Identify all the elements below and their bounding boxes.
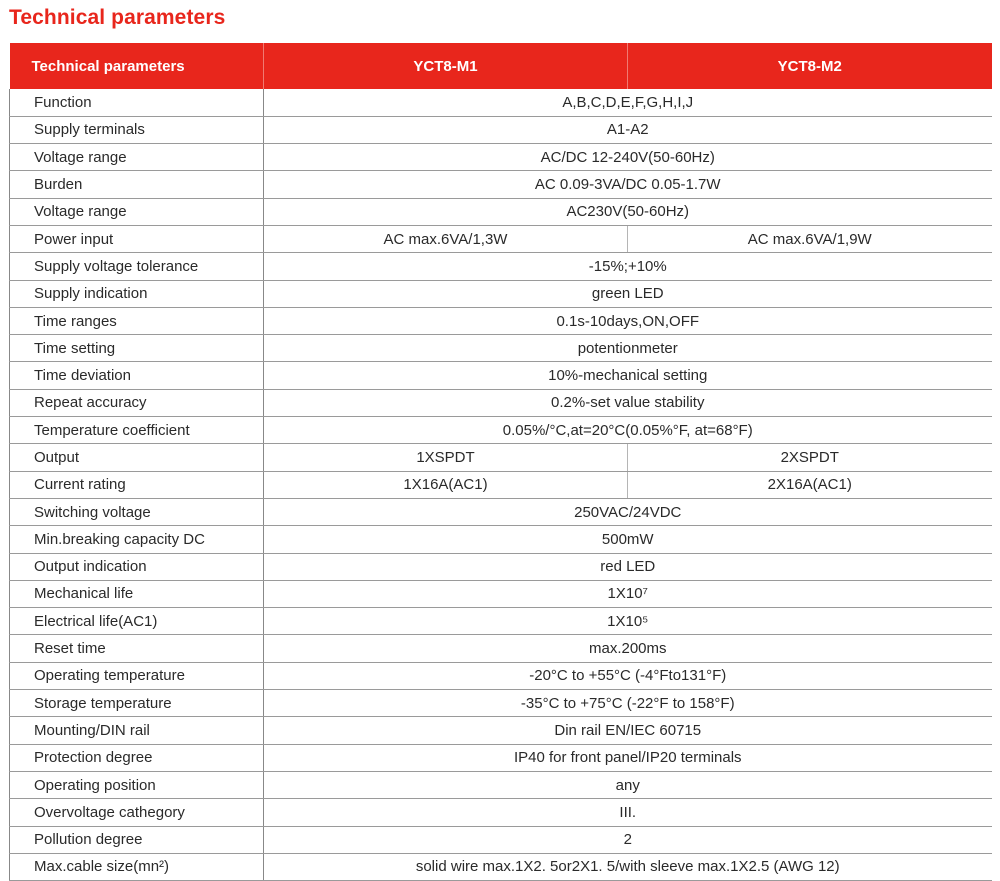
row-label: Function bbox=[10, 89, 264, 116]
row-label: Power input bbox=[10, 225, 264, 252]
table-row bbox=[10, 307, 992, 334]
row-value-shared: 250VAC/24VDC bbox=[264, 498, 992, 525]
row-label: Time deviation bbox=[10, 362, 264, 389]
row-value-shared: potentionmeter bbox=[264, 335, 992, 362]
row-value-shared: 2 bbox=[264, 826, 992, 853]
table-body bbox=[10, 89, 992, 881]
row-label: Mounting/DIN rail bbox=[10, 717, 264, 744]
row-value-shared: max.200ms bbox=[264, 635, 992, 662]
row-label: Overvoltage cathegory bbox=[10, 799, 264, 826]
row-value-shared: 0.1s-10days,ON,OFF bbox=[264, 307, 992, 334]
row-value-shared: red LED bbox=[264, 553, 992, 580]
table-row bbox=[10, 662, 992, 689]
row-label: Time ranges bbox=[10, 307, 264, 334]
row-value-shared: 0.05%/°C,at=20°C(0.05%°F, at=68°F) bbox=[264, 417, 992, 444]
table-row bbox=[10, 526, 992, 553]
row-value-shared: IP40 for front panel/IP20 terminals bbox=[264, 744, 992, 771]
row-value-shared: any bbox=[264, 771, 992, 798]
table-row bbox=[10, 635, 992, 662]
row-value-m2: 2X16A(AC1) bbox=[628, 471, 992, 498]
row-value-m1: AC max.6VA/1,3W bbox=[264, 225, 628, 252]
row-value-shared: AC230V(50-60Hz) bbox=[264, 198, 992, 225]
row-label: Output bbox=[10, 444, 264, 471]
row-value-shared: 500mW bbox=[264, 526, 992, 553]
table-row bbox=[10, 553, 992, 580]
header-parameter: Technical parameters bbox=[10, 43, 264, 89]
row-value-shared: 10%-mechanical setting bbox=[264, 362, 992, 389]
row-label: Time setting bbox=[10, 335, 264, 362]
table-row bbox=[10, 580, 992, 607]
table-row bbox=[10, 853, 992, 880]
row-value-shared: Din rail EN/IEC 60715 bbox=[264, 717, 992, 744]
row-value-shared: solid wire max.1X2. 5or2X1. 5/with sleeve max.1X2.5 (AWG 12) bbox=[264, 853, 992, 880]
row-label: Temperature coefficient bbox=[10, 417, 264, 444]
technical-parameters-table bbox=[9, 43, 992, 881]
row-label: Supply terminals bbox=[10, 116, 264, 143]
row-value-shared: 0.2%-set value stability bbox=[264, 389, 992, 416]
table-row bbox=[10, 826, 992, 853]
row-label: Voltage range bbox=[10, 144, 264, 171]
row-label: Burden bbox=[10, 171, 264, 198]
row-value-shared: -15%;+10% bbox=[264, 253, 992, 280]
row-label: Output indication bbox=[10, 553, 264, 580]
table-row bbox=[10, 471, 992, 498]
header-model-m2: YCT8-M2 bbox=[628, 43, 992, 89]
row-label: Switching voltage bbox=[10, 498, 264, 525]
row-label: Electrical life(AC1) bbox=[10, 608, 264, 635]
table-row bbox=[10, 444, 992, 471]
row-label: Operating temperature bbox=[10, 662, 264, 689]
table-row bbox=[10, 253, 992, 280]
row-value-shared: A,B,C,D,E,F,G,H,I,J bbox=[264, 89, 992, 116]
table-row bbox=[10, 498, 992, 525]
table-row bbox=[10, 608, 992, 635]
table-row bbox=[10, 690, 992, 717]
table-row bbox=[10, 171, 992, 198]
table-row bbox=[10, 198, 992, 225]
row-value-m2: 2XSPDT bbox=[628, 444, 992, 471]
row-label: Repeat accuracy bbox=[10, 389, 264, 416]
row-label: Max.cable size(mn²) bbox=[10, 853, 264, 880]
table-row bbox=[10, 744, 992, 771]
row-label: Mechanical life bbox=[10, 580, 264, 607]
row-label: Pollution degree bbox=[10, 826, 264, 853]
row-value-shared: AC/DC 12-240V(50-60Hz) bbox=[264, 144, 992, 171]
row-label: Supply voltage tolerance bbox=[10, 253, 264, 280]
row-label: Reset time bbox=[10, 635, 264, 662]
row-label: Voltage range bbox=[10, 198, 264, 225]
table-row bbox=[10, 389, 992, 416]
page-title: Technical parameters bbox=[9, 6, 226, 29]
table-row bbox=[10, 116, 992, 143]
table-header-row bbox=[10, 43, 992, 89]
table-row bbox=[10, 799, 992, 826]
row-value-shared: A1-A2 bbox=[264, 116, 992, 143]
row-value-m2: AC max.6VA/1,9W bbox=[628, 225, 992, 252]
row-label: Supply indication bbox=[10, 280, 264, 307]
row-value-shared: III. bbox=[264, 799, 992, 826]
table-row bbox=[10, 89, 992, 116]
row-value-shared: -20°C to +55°C (-4°Fto131°F) bbox=[264, 662, 992, 689]
row-value-m1: 1X16A(AC1) bbox=[264, 471, 628, 498]
row-value-shared: green LED bbox=[264, 280, 992, 307]
row-value-shared: -35°C to +75°C (-22°F to 158°F) bbox=[264, 690, 992, 717]
row-value-m1: 1XSPDT bbox=[264, 444, 628, 471]
row-label: Min.breaking capacity DC bbox=[10, 526, 264, 553]
row-label: Protection degree bbox=[10, 744, 264, 771]
table-row bbox=[10, 280, 992, 307]
table-row bbox=[10, 771, 992, 798]
table-row bbox=[10, 225, 992, 252]
row-value-shared: AC 0.09-3VA/DC 0.05-1.7W bbox=[264, 171, 992, 198]
table-row bbox=[10, 417, 992, 444]
row-label: Storage temperature bbox=[10, 690, 264, 717]
row-value-shared: 1X10⁵ bbox=[264, 608, 992, 635]
row-label: Operating position bbox=[10, 771, 264, 798]
table-row bbox=[10, 144, 992, 171]
table-row bbox=[10, 362, 992, 389]
row-value-shared: 1X10⁷ bbox=[264, 580, 992, 607]
header-model-m1: YCT8-M1 bbox=[264, 43, 628, 89]
row-label: Current rating bbox=[10, 471, 264, 498]
table-row bbox=[10, 717, 992, 744]
table-row bbox=[10, 335, 992, 362]
